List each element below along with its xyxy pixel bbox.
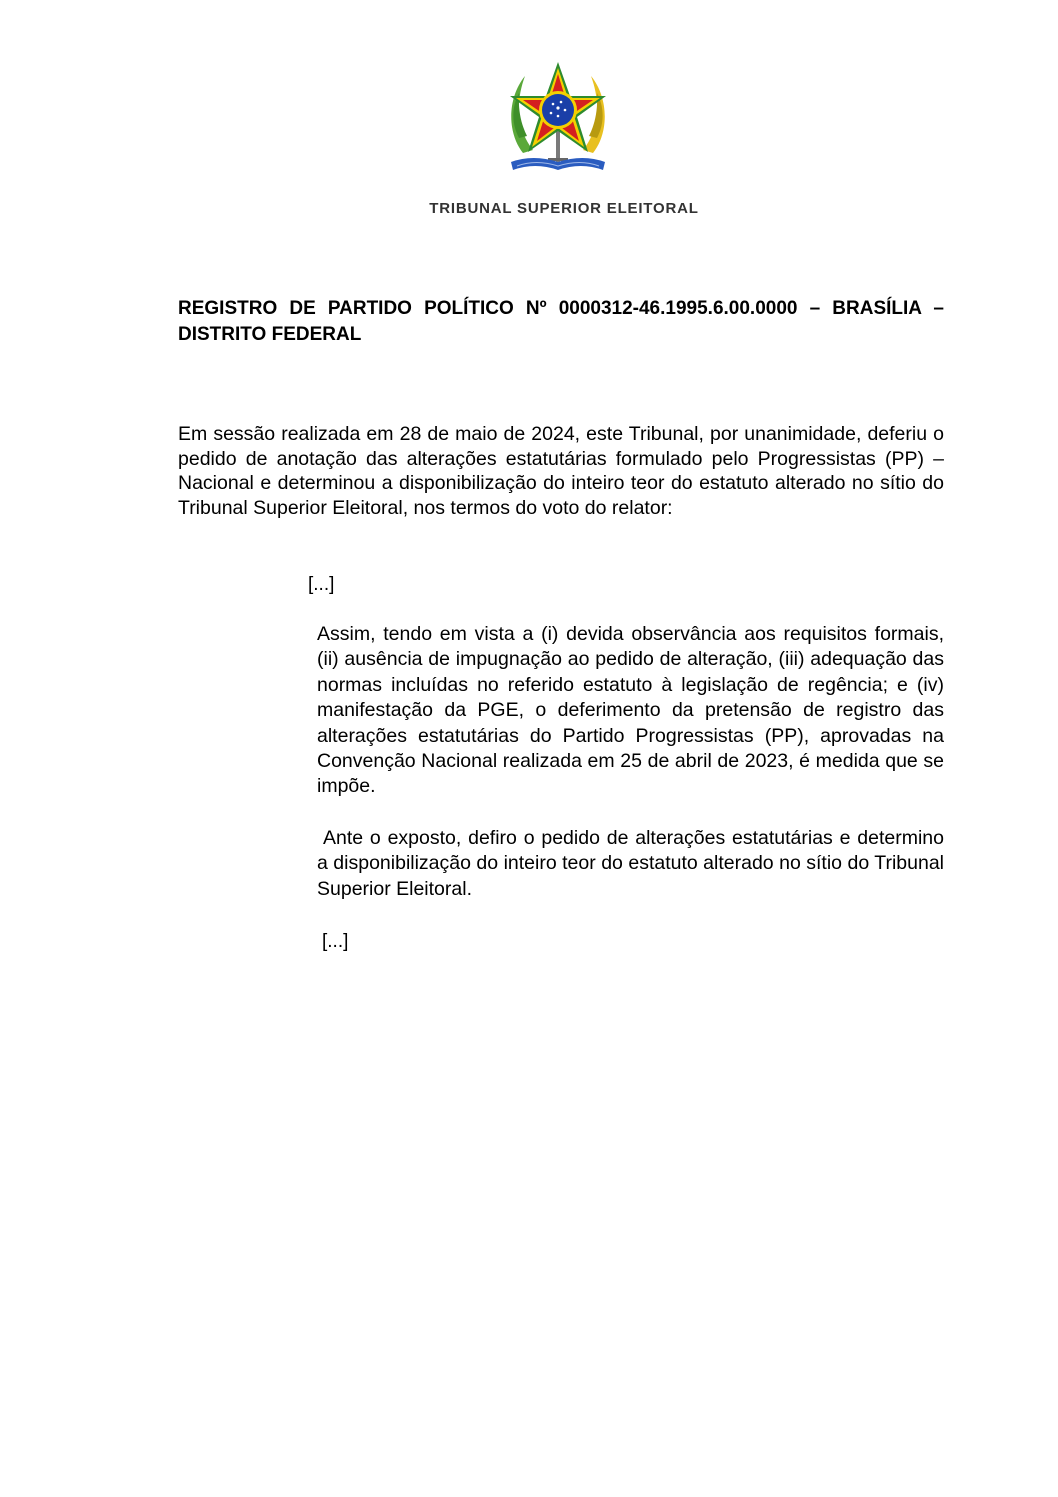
quote-paragraph-1: Assim, tendo em vista a (i) devida observância aos requisitos formais, (ii) ausência de impugnação ao pedido de alteração, (iii) adequação das normas incluídas no referido estatuto à legislação de regência; e (iv) manifestação da PGE, o deferimento da pretensão de registro das alterações estatutárias do Partido Progressistas (PP), aprovadas na Convenção Nacional realizada em 25 de abril de 2023, é medida que se impõe. bbox=[317, 623, 944, 798]
document-title: REGISTRO DE PARTIDO POLÍTICO Nº 0000312-46.1995.6.00.0000 – BRASÍLIA – DISTRITO FEDERAL bbox=[178, 298, 944, 345]
ellipsis-close: [...] bbox=[322, 931, 349, 952]
brazil-coat-of-arms-icon bbox=[503, 58, 613, 180]
ellipsis-open: [...] bbox=[308, 574, 335, 595]
institution-name: TRIBUNAL SUPERIOR ELEITORAL bbox=[429, 200, 699, 217]
intro-paragraph: Em sessão realizada em 28 de maio de 2024, este Tribunal, por unanimidade, deferiu o pedido de anotação das alterações estatutárias formulado pelo Progressistas (PP) – Nacional e determinou a disponibilização do inteiro teor do estatuto alterado no sítio do Tribunal Superior Eleitoral, nos termos do voto do relator: bbox=[178, 423, 944, 519]
quote-paragraph-2: Ante o exposto, defiro o pedido de alterações estatutárias e determino a disponibilização do inteiro teor do estatuto alterado no sítio do Tribunal Superior Eleitoral. bbox=[317, 827, 944, 900]
